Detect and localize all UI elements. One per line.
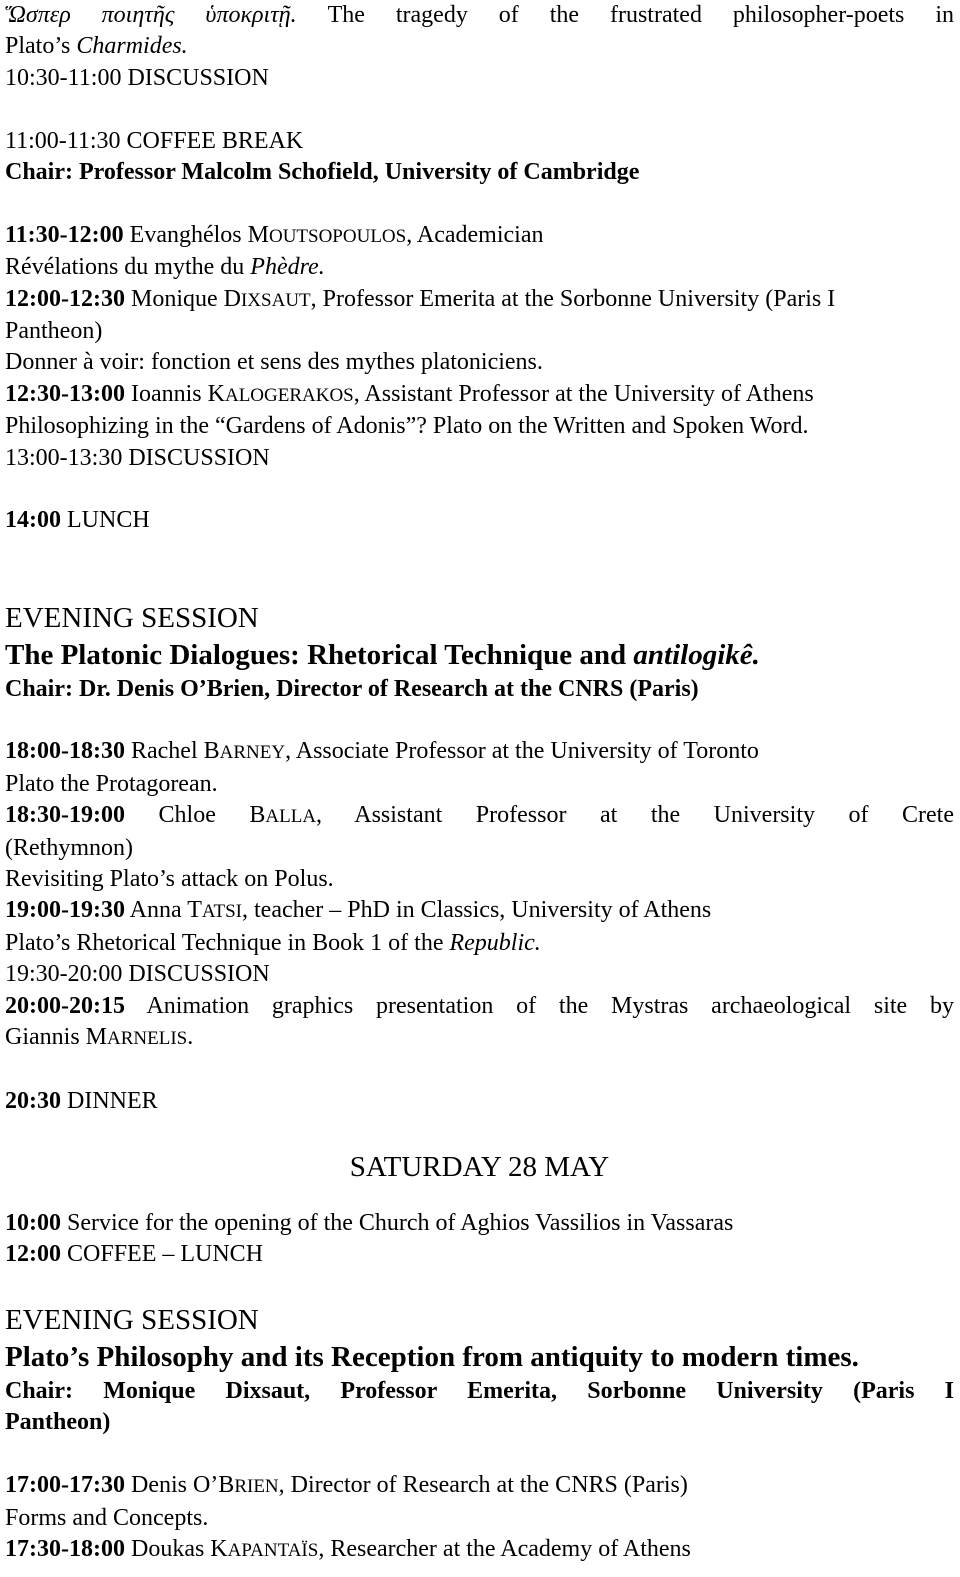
- talk-title-balla: Revisiting Plato’s attack on Polus.: [5, 866, 334, 893]
- talk-title-kalogerakos: Philosophizing in the “Gardens of Adonis”? Plato on the Written and Spoken Word.: [5, 413, 809, 440]
- church-service: 10:00 Service for the opening of the Church of Aghios Vassilios in Vassaras: [5, 1209, 734, 1236]
- evening-session-heading-2: EVENING SESSION: [5, 1303, 259, 1336]
- talk-title-dixsaut: Donner à voir: fonction et sens des mythes platoniciens.: [5, 349, 543, 376]
- talk-title-barney: Plato the Protagorean.: [5, 770, 218, 797]
- spacer: [5, 1186, 954, 1208]
- spacer: [5, 537, 954, 600]
- spacer: [5, 1271, 954, 1302]
- discussion-2: 13:00-13:30 DISCUSSION: [5, 444, 270, 471]
- talk-balla: 18:30-19:00 Chloe BALLA, Assistant Professor at the University of Crete: [5, 802, 955, 829]
- evening-session-heading-1: EVENING SESSION: [5, 601, 259, 634]
- evening-session-title-2: Plato’s Philosophy and its Reception from antiquity to modern times.: [5, 1340, 859, 1373]
- talk-kapantais: 17:30-18:00 Doukas KAPANTAÏS, Researcher at the Academy of Athens: [5, 1535, 691, 1562]
- session-chair-1: Chair: Professor Malcolm Schofield, University of Cambridge: [5, 159, 640, 186]
- talk-title-obrien: Forms and Concepts.: [5, 1504, 209, 1531]
- spacer: [5, 1439, 954, 1470]
- lunch: 14:00 LUNCH: [5, 507, 150, 534]
- spacer: [5, 188, 954, 219]
- spacer: [5, 705, 954, 736]
- talk-title-moutsopoulos: Révélations du mythe du Phèdre.: [5, 254, 325, 281]
- session-chair-3-continued: Pantheon): [5, 1409, 111, 1436]
- coffee-lunch: 12:00 COFFEE – LUNCH: [5, 1241, 264, 1268]
- talk-dixsaut-continued: Pantheon): [5, 318, 103, 345]
- talk-title-continued: Plato’s Charmides.: [5, 33, 188, 60]
- talk-balla-continued: (Rethymnon): [5, 834, 133, 861]
- spacer: [5, 1055, 954, 1086]
- talk-barney: 18:00-18:30 Rachel BARNEY, Associate Professor at the University of Toronto: [5, 738, 759, 765]
- evening-session-title-1: The Platonic Dialogues: Rhetorical Technique and antilogikê.: [5, 638, 760, 671]
- talk-dixsaut: 12:00-12:30 Monique DIXSAUT, Professor Emerita at the Sorbonne University (Paris I: [5, 285, 836, 312]
- discussion-3: 19:30-20:00 DISCUSSION: [5, 961, 270, 988]
- talk-title-greek: Ὥσπερ ποιητῆς ὑποκριτῇ. The tragedy of the frustrated philosopher-poets in: [5, 2, 954, 28]
- spacer: [5, 1117, 954, 1148]
- spacer: [5, 474, 954, 505]
- spacer: [5, 94, 954, 125]
- session-chair-2: Chair: Dr. Denis O’Brien, Director of Research at the CNRS (Paris): [5, 675, 699, 702]
- day-heading-saturday: SATURDAY 28 MAY: [349, 1150, 610, 1183]
- discussion-1: 10:30-11:00 DISCUSSION: [5, 64, 269, 91]
- talk-obrien: 17:00-17:30 Denis O’BRIEN, Director of Research at the CNRS (Paris): [5, 1472, 688, 1499]
- talk-moutsopoulos: 11:30-12:00 Evanghélos MOUTSOPOULOS, Academician: [5, 221, 544, 248]
- session-chair-3: Chair: Monique Dixsaut, Professor Emerita, Sorbonne University (Paris I: [5, 1377, 954, 1404]
- coffee-break: 11:00-11:30 COFFEE BREAK: [5, 127, 304, 154]
- talk-kalogerakos: 12:30-13:00 Ioannis KALOGERAKOS, Assistant Professor at the University of Athens: [5, 380, 814, 407]
- dinner: 20:30 DINNER: [5, 1087, 158, 1114]
- talk-tatsi: 19:00-19:30 Anna TATSI, teacher – PhD in Classics, University of Athens: [5, 897, 712, 924]
- talk-title-tatsi: Plato’s Rhetorical Technique in Book 1 of the Republic.: [5, 929, 541, 956]
- greek-phrase: Ὥσπερ ποιητῆς ὑποκριτῇ.: [5, 2, 297, 28]
- animation-presentation: 20:00-20:15 Animation graphics presentation of the Mystras archaeological site by: [5, 992, 954, 1019]
- animation-presenter: Giannis MARNELIS.: [5, 1024, 194, 1051]
